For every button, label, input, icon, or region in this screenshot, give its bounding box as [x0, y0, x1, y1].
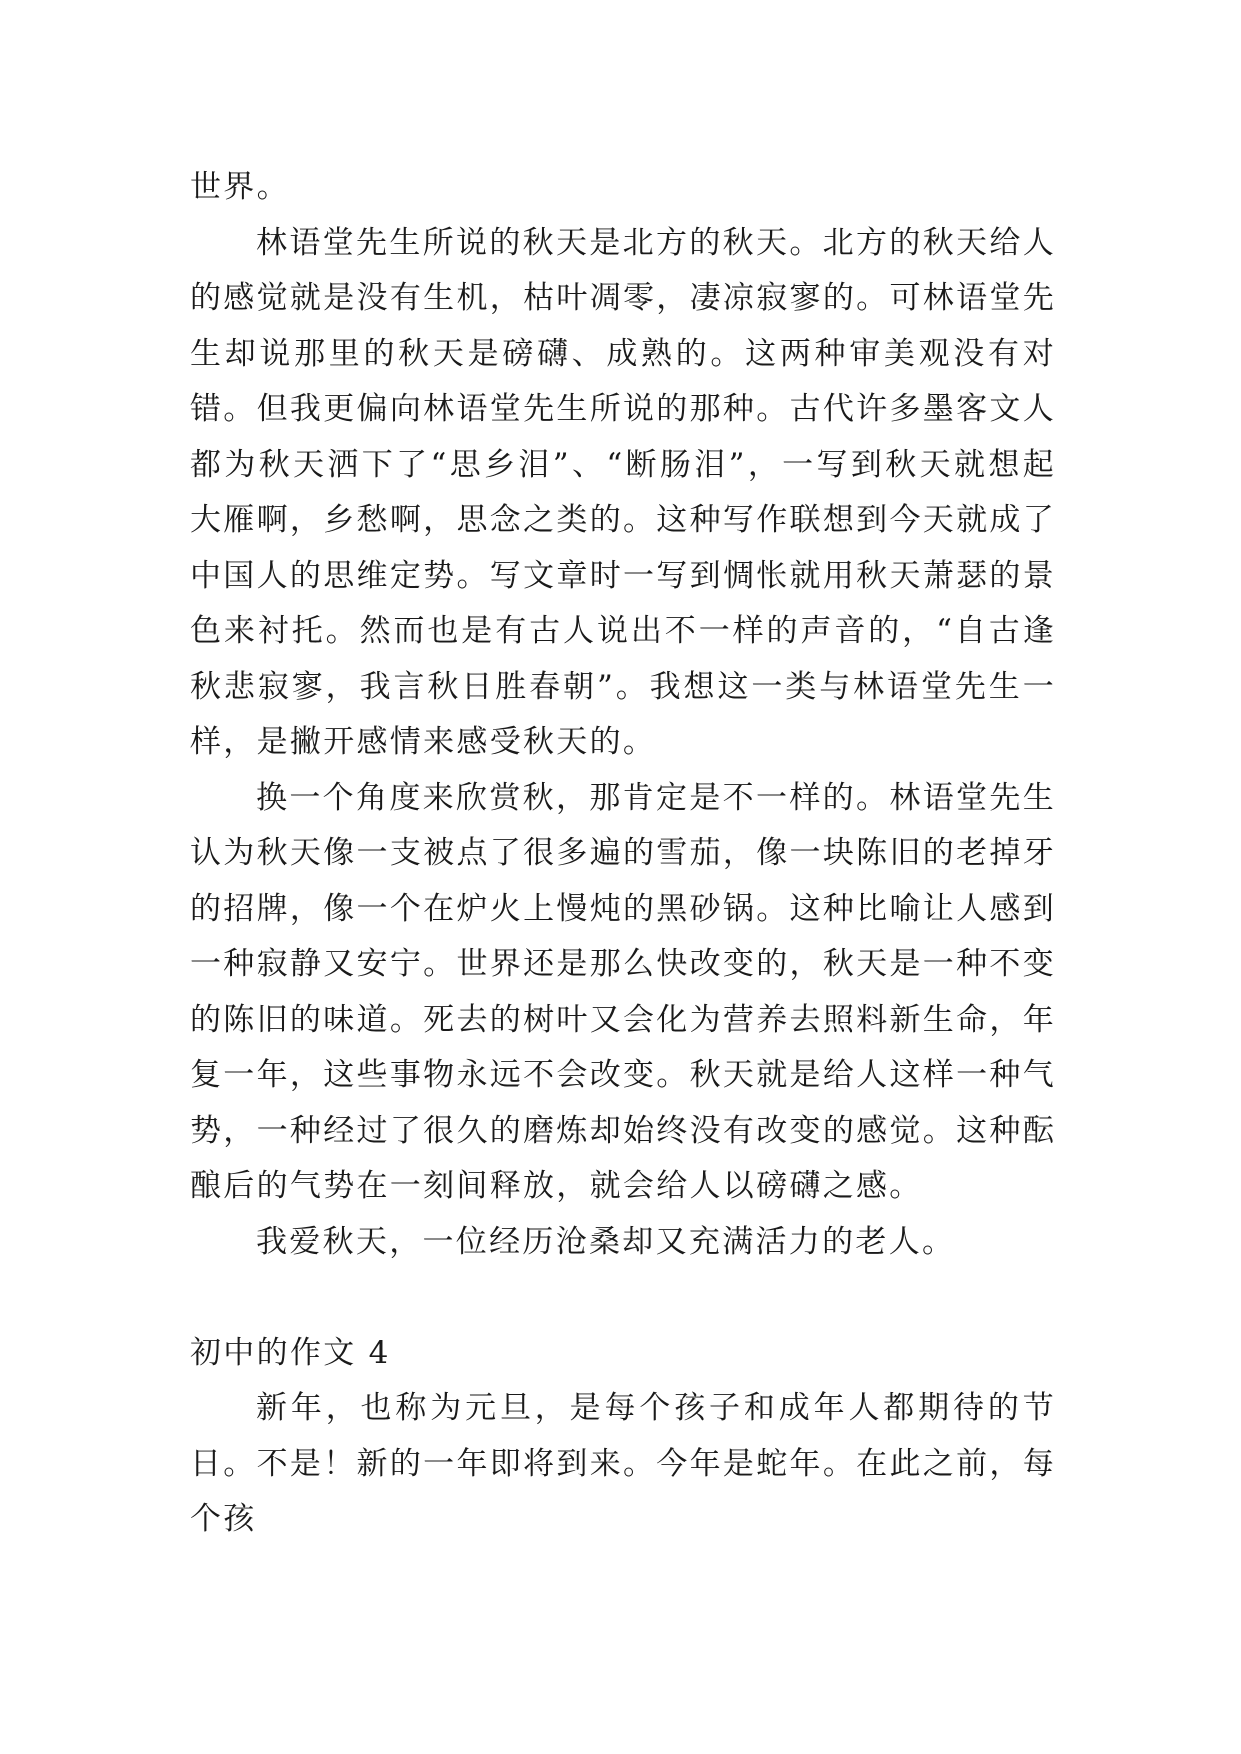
paragraph-new-year: 新年，也称为元旦，是每个孩子和成年人都期待的节日。不是！新的一年即将到来。今年是蛇年。在此之前，每个孩	[190, 1390, 1056, 1537]
paragraph-love-autumn: 我爱秋天，一位经历沧桑却又充满活力的老人。	[256, 1223, 956, 1260]
essay-heading: 初中的作文 4	[190, 1334, 391, 1371]
paragraph-northern-autumn: 林语堂先生所说的秋天是北方的秋天。北方的秋天给人的感觉就是没有生机，枯叶凋零，凄凉寂寥的。可林语堂先生却说那里的秋天是磅礴、成熟的。这两种审美观没有对错。但我更偏向林语堂先生所说的那种。古代许多墨客文人都为秋天洒下了“思乡泪”、“断肠泪”，一写到秋天就想起大雁啊，乡愁啊，思念之类的。这种写作联想到今天就成了中国人的思维定势。写文章时一写到惆怅就用秋天萧瑟的景色来衬托。然而也是有古人说出不一样的声音的，“自古逢秋悲寂寥，我言秋日胜春朝”。我想这一类与林语堂先生一样，是撇开感情来感受秋天的。	[190, 224, 1056, 760]
document-body	[190, 160, 1056, 1548]
paragraph-different-angle: 换一个角度来欣赏秋，那肯定是不一样的。林语堂先生认为秋天像一支被点了很多遍的雪茄，像一块陈旧的老掉牙的招牌，像一个在炉火上慢炖的黑砂锅。这种比喻让人感到一种寂静又安宁。世界还是那么快改变的，秋天是一种不变的陈旧的味道。死去的树叶又会化为营养去照料新生命，年复一年，这些事物永远不会改变。秋天就是给人这样一种气势，一种经过了很久的磨炼却始终没有改变的感觉。这种酝酿后的气势在一刻间释放，就会给人以磅礴之感。	[190, 779, 1056, 1204]
paragraph-continuation: 世界。	[190, 169, 290, 205]
